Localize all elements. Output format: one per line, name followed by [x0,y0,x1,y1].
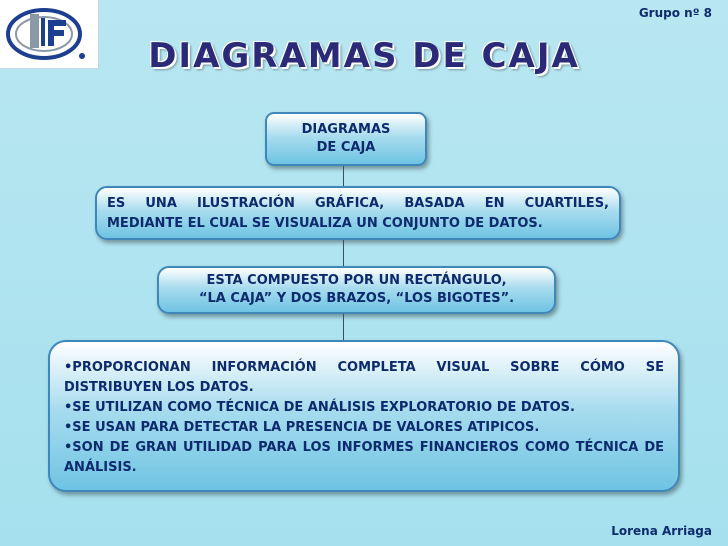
connector-line [343,166,344,186]
connector-line [343,314,344,340]
node-text-line: “LA CAJA” Y DOS BRAZOS, “LOS BIGOTES”. [198,291,515,306]
node-text-line: DIAGRAMAS [301,122,391,137]
bullet-item: •SE UTILIZAN COMO TÉCNICA DE ANÁLISIS EXPLORATORIO DE DATOS. [64,400,575,415]
diagram-node-definition [95,186,621,240]
diagram-node-uses [48,340,680,492]
diagram-node-root [265,112,427,166]
author-label: Lorena Arriaga [611,524,712,538]
node-text-line: ES UNA ILUSTRACIÓN GRÁFICA, BASADA EN CUARTILES, [107,196,609,211]
connector-line [343,240,344,266]
bullet-item: •PROPORCIONAN INFORMACIÓN COMPLETA VISUAL SOBRE CÓMO SE DISTRIBUYEN LOS DATOS. [64,360,664,395]
page-title: DIAGRAMAS DE CAJA [148,36,580,76]
group-label: Grupo nº 8 [638,6,712,20]
bullet-item: •SON DE GRAN UTILIDAD PARA LOS INFORMES FINANCIEROS COMO TÉCNICA DE ANÁLISIS. [64,440,664,475]
diagram-node-composition [157,266,556,314]
bullet-item: •SE USAN PARA DETECTAR LA PRESENCIA DE VALORES ATIPICOS. [64,420,540,435]
node-text-line: ESTA COMPUESTO POR UN RECTÁNGULO, [206,273,507,288]
node-text-line: MEDIANTE EL CUAL SE VISUALIZA UN CONJUNTO DE DATOS. [107,216,543,231]
node-text-line: DE CAJA [316,140,376,155]
